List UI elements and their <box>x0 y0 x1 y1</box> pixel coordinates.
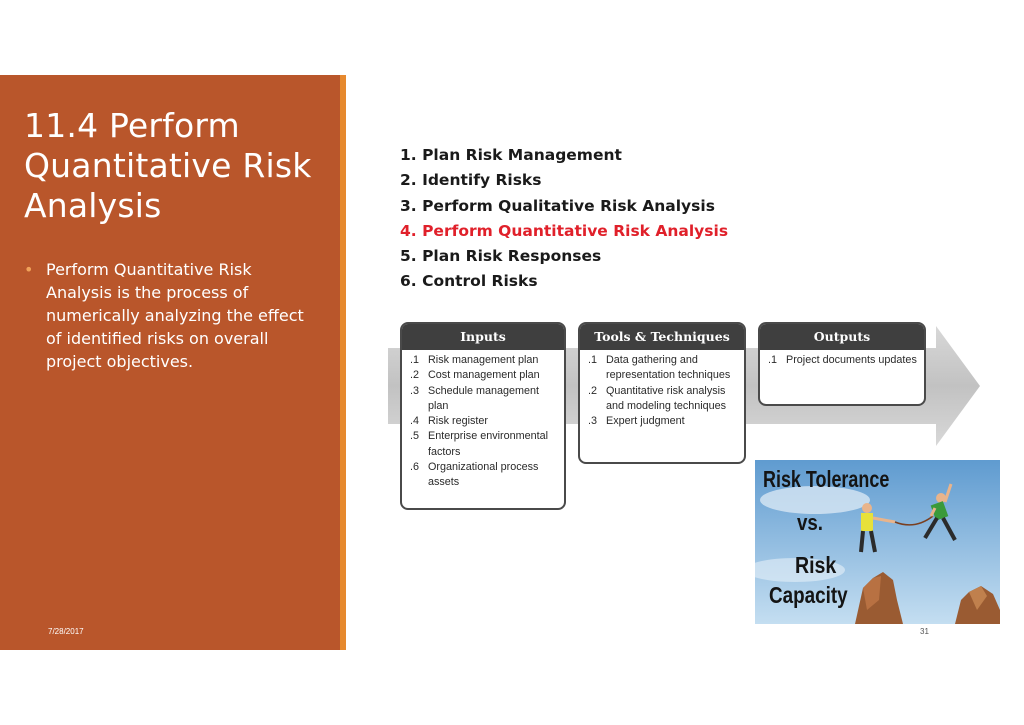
process-item-1: 1. Plan Risk Management <box>400 146 622 164</box>
input-item: .2 Cost management plan <box>410 369 540 382</box>
outputs-header: Outputs <box>760 324 924 350</box>
image-text-vs: vs. <box>797 510 824 535</box>
tool-item: .3 Expert judgment <box>588 415 685 428</box>
tools-list <box>580 350 744 429</box>
output-item: .1 Project documents updates <box>768 354 917 366</box>
process-item-6: 6. Control Risks <box>400 272 538 291</box>
image-text-risk: Risk <box>795 552 837 578</box>
image-text-risk-tolerance: Risk Tolerance <box>763 466 890 492</box>
image-text-capacity: Capacity <box>769 582 848 608</box>
process-item-2: 2. Identify Risks <box>400 171 542 190</box>
tool-item: .2 Quantitative risk analysis and modeling techniques <box>588 384 727 412</box>
inputs-box <box>400 322 566 510</box>
slide-date: 7/28/2017 <box>48 627 84 636</box>
inputs-header: Inputs <box>402 324 564 350</box>
outputs-box <box>758 322 926 406</box>
tool-item: .1 Data gathering and representation techniques <box>588 354 731 382</box>
tools-header: Tools & Techniques <box>580 324 744 350</box>
process-item-3: 3. Perform Qualitative Risk Analysis <box>400 196 715 215</box>
input-item: .5 Enterprise environmental factors <box>410 430 549 458</box>
page-number: 31 <box>920 627 929 636</box>
input-item: .4 Risk register <box>410 415 488 428</box>
input-item: .6 Organizational process assets <box>410 461 539 489</box>
process-item-4-active: 4. Perform Quantitative Risk Analysis <box>400 221 729 240</box>
process-list <box>400 143 728 295</box>
outputs-list <box>760 350 924 368</box>
bullet-point <box>24 258 304 373</box>
slide-title: 11.4 Perform Quantitative Risk Analysis <box>24 106 312 225</box>
bullet-dot-icon: • <box>24 260 34 279</box>
process-item-5: 5. Plan Risk Responses <box>400 247 602 266</box>
bullet-text: Perform Quantitative Risk Analysis is the process of numerically analyzing the effect of identified risks on overall project objectives. <box>46 260 304 371</box>
input-item: .3 Schedule management plan <box>410 384 540 412</box>
tools-box <box>578 322 746 464</box>
panel-accent-stripe <box>340 75 346 650</box>
risk-tolerance-image <box>755 460 1000 624</box>
inputs-list <box>402 350 564 491</box>
input-item: .1 Risk management plan <box>410 354 539 366</box>
